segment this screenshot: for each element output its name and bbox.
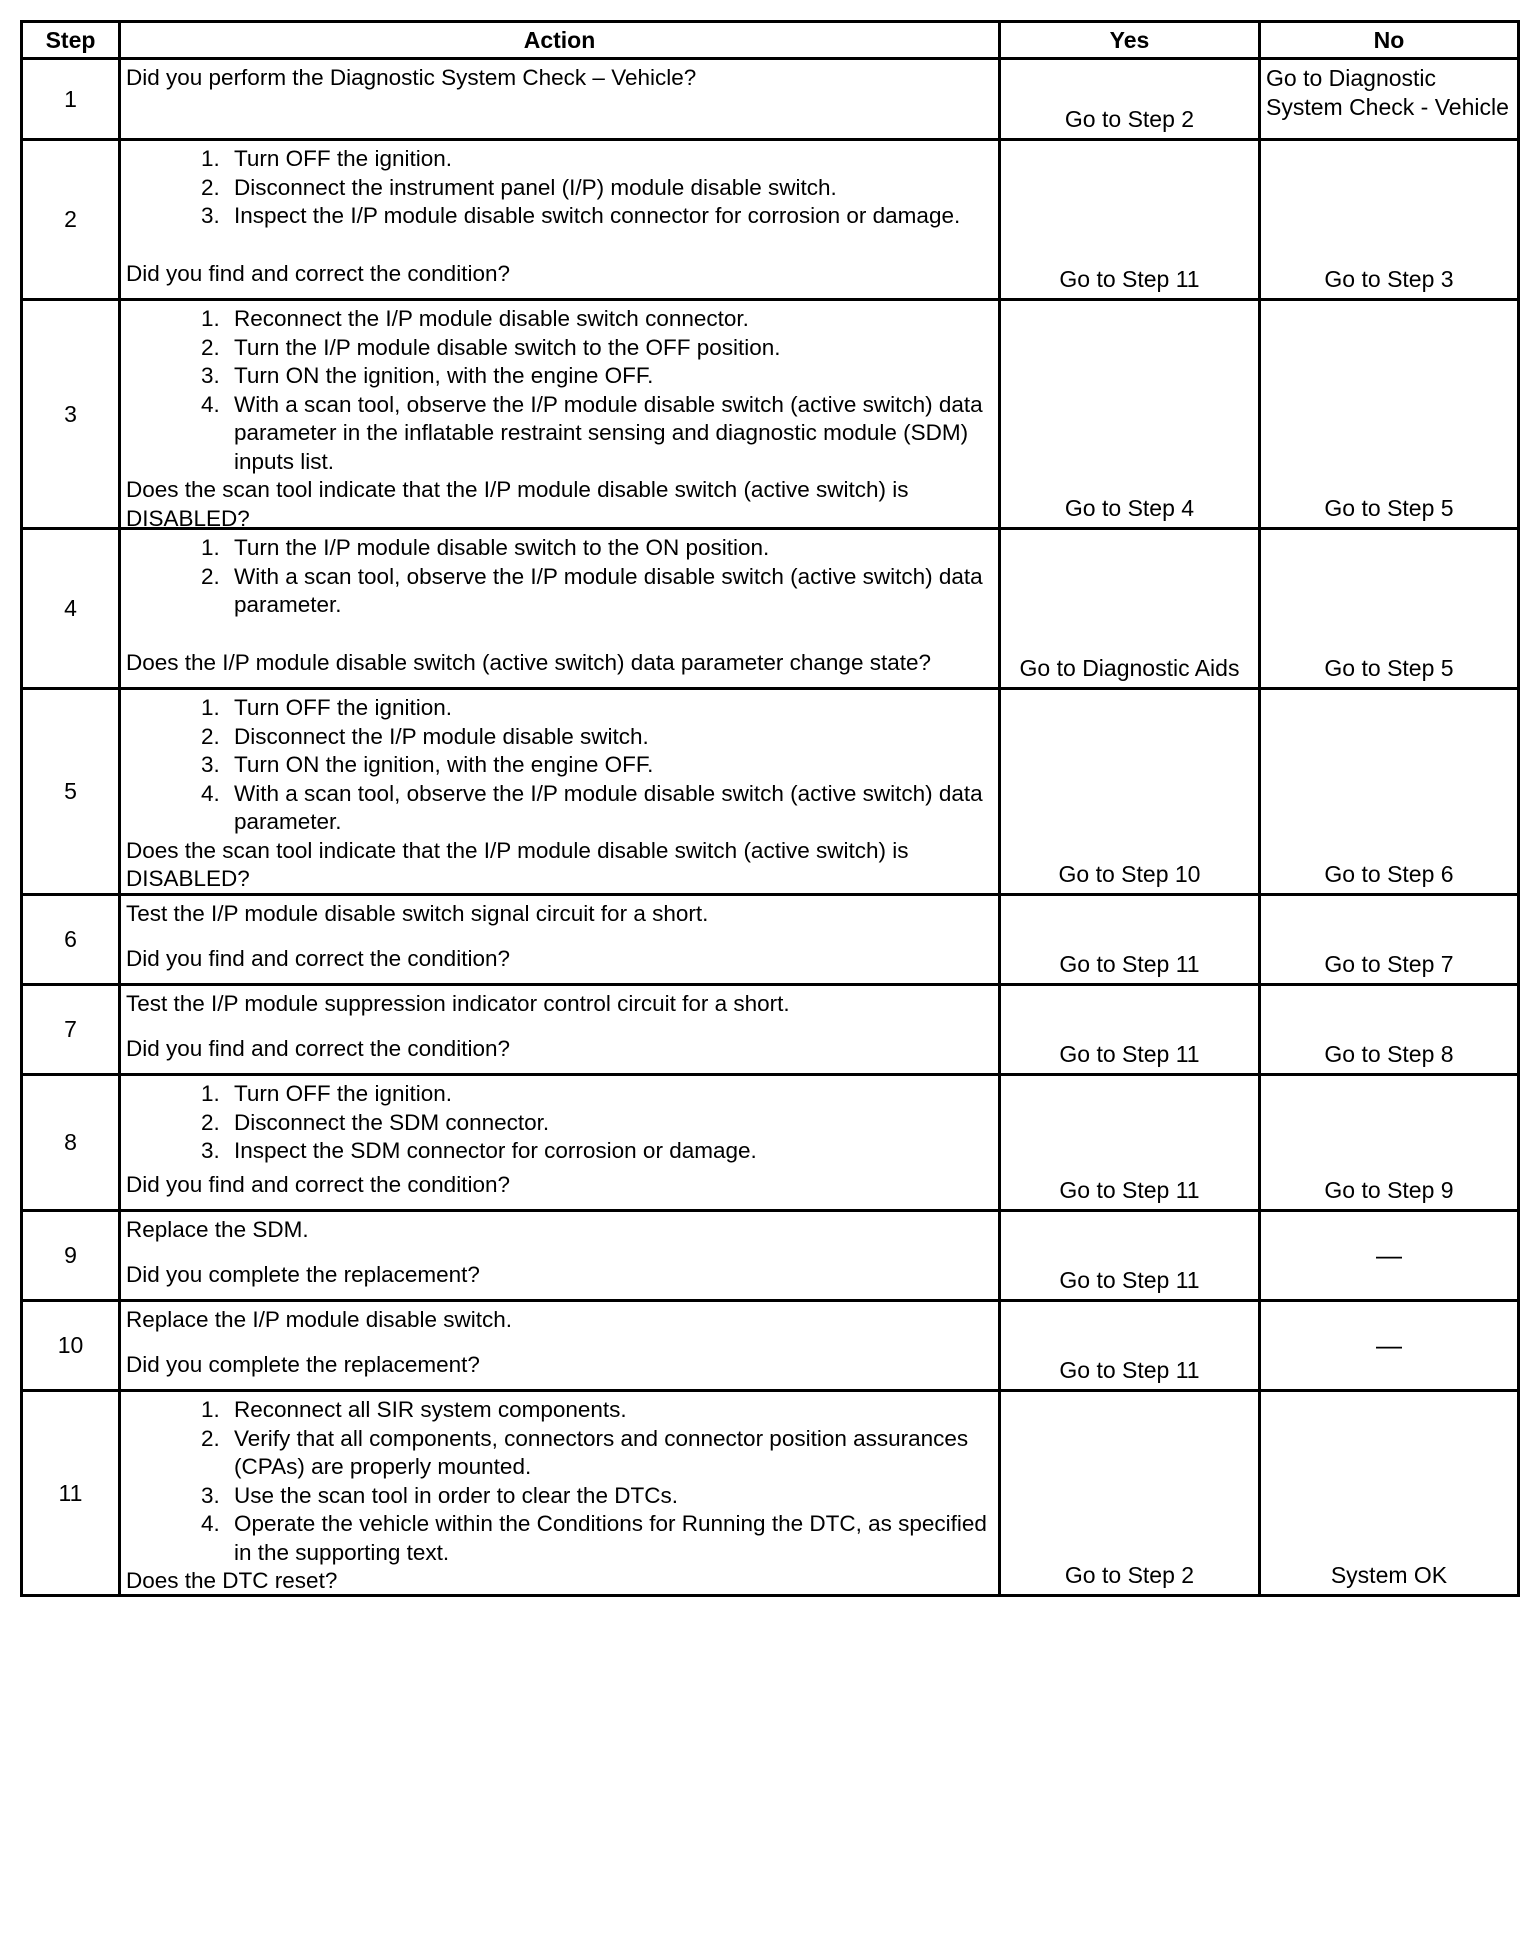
action-cell xyxy=(120,529,1000,689)
action-step-item: 3. Inspect the SDM connector for corrosion or damage. xyxy=(226,1137,992,1166)
yes-result: Go to Step 4 xyxy=(1000,300,1260,529)
step-number: 8 xyxy=(22,1075,120,1211)
action-step-item: 1. Turn OFF the ignition. xyxy=(226,145,992,174)
action-step-item: 2. Disconnect the SDM connector. xyxy=(226,1109,992,1138)
yes-result: Go to Step 2 xyxy=(1000,59,1260,140)
action-question: Did you find and correct the condition? xyxy=(126,1035,510,1061)
action-question: Did you find and correct the condition? xyxy=(126,945,510,971)
table-row xyxy=(22,1075,1519,1211)
action-step-item: 4. With a scan tool, observe the I/P module disable switch (active switch) data parameter in the inflatable restraint sensing and diagnostic module (SDM) inputs list. xyxy=(226,391,992,477)
action-step-item: 4. Operate the vehicle within the Conditions for Running the DTC, as specified in the supporting text. xyxy=(226,1510,992,1567)
action-instruction: Did you perform the Diagnostic System Check – Vehicle? xyxy=(126,65,697,90)
no-result: — xyxy=(1260,1211,1519,1301)
header-yes: Yes xyxy=(1000,22,1260,59)
action-steps-list xyxy=(126,534,992,620)
table-row xyxy=(22,689,1519,895)
table-row xyxy=(22,985,1519,1075)
action-question: Does the scan tool indicate that the I/P module disable switch (active switch) is DISABLED? xyxy=(126,837,909,891)
header-row xyxy=(22,22,1519,59)
action-cell xyxy=(120,59,1000,140)
table-row xyxy=(22,1211,1519,1301)
step-number: 4 xyxy=(22,529,120,689)
table-body xyxy=(22,59,1519,1596)
action-question: Does the scan tool indicate that the I/P module disable switch (active switch) is DISABLED? xyxy=(126,477,909,531)
yes-result: Go to Step 11 xyxy=(1000,895,1260,985)
yes-result: Go to Step 2 xyxy=(1000,1391,1260,1596)
table-row xyxy=(22,59,1519,140)
action-step-item: 1. Turn OFF the ignition. xyxy=(226,1080,992,1109)
action-step-item: 3. Turn ON the ignition, with the engine OFF. xyxy=(226,362,992,391)
action-cell xyxy=(120,140,1000,300)
no-result: Go to Step 9 xyxy=(1260,1075,1519,1211)
no-result: System OK xyxy=(1260,1391,1519,1596)
action-instruction: Test the I/P module disable switch signal circuit for a short. xyxy=(126,901,709,926)
action-question: Does the I/P module disable switch (active switch) data parameter change state? xyxy=(126,649,932,675)
step-number: 11 xyxy=(22,1391,120,1596)
no-result: Go to Diagnostic System Check - Vehicle xyxy=(1260,59,1519,140)
action-cell xyxy=(120,300,1000,529)
yes-result: Go to Step 11 xyxy=(1000,1301,1260,1391)
step-number: 3 xyxy=(22,300,120,529)
action-cell xyxy=(120,1211,1000,1301)
no-result: Go to Step 5 xyxy=(1260,529,1519,689)
no-result: Go to Step 6 xyxy=(1260,689,1519,895)
action-cell xyxy=(120,895,1000,985)
action-step-item: 1. Reconnect all SIR system components. xyxy=(226,1396,992,1425)
action-step-item: 2. Disconnect the I/P module disable switch. xyxy=(226,723,992,752)
action-cell xyxy=(120,1075,1000,1211)
action-steps-list xyxy=(126,1396,992,1567)
yes-result: Go to Step 11 xyxy=(1000,140,1260,300)
no-result: Go to Step 7 xyxy=(1260,895,1519,985)
action-instruction: Replace the I/P module disable switch. xyxy=(126,1307,513,1332)
action-cell xyxy=(120,689,1000,895)
step-number: 7 xyxy=(22,985,120,1075)
action-step-item: 1. Turn OFF the ignition. xyxy=(226,694,992,723)
action-question: Did you find and correct the condition? xyxy=(126,260,510,286)
yes-result: Go to Step 11 xyxy=(1000,1075,1260,1211)
header-action: Action xyxy=(120,22,1000,59)
diagnostic-table xyxy=(20,20,1520,1597)
action-step-item: 2. With a scan tool, observe the I/P module disable switch (active switch) data parameter. xyxy=(226,563,992,620)
action-step-item: 2. Verify that all components, connectors and connector position assurances (CPAs) are properly mounted. xyxy=(226,1425,992,1482)
table-row xyxy=(22,300,1519,529)
step-number: 5 xyxy=(22,689,120,895)
table-row xyxy=(22,895,1519,985)
action-step-item: 1. Turn the I/P module disable switch to the ON position. xyxy=(226,534,992,563)
action-steps-list xyxy=(126,1080,992,1166)
action-instruction: Replace the SDM. xyxy=(126,1217,309,1242)
step-number: 1 xyxy=(22,59,120,140)
action-cell xyxy=(120,1301,1000,1391)
action-step-item: 2. Disconnect the instrument panel (I/P) module disable switch. xyxy=(226,174,992,203)
action-cell xyxy=(120,985,1000,1075)
no-result: Go to Step 5 xyxy=(1260,300,1519,529)
header-step: Step xyxy=(22,22,120,59)
table-row xyxy=(22,529,1519,689)
no-result: Go to Step 3 xyxy=(1260,140,1519,300)
action-question: Does the DTC reset? xyxy=(126,1568,338,1593)
step-number: 10 xyxy=(22,1301,120,1391)
action-steps-list xyxy=(126,145,992,231)
action-step-item: 2. Turn the I/P module disable switch to the OFF position. xyxy=(226,334,992,363)
yes-result: Go to Step 11 xyxy=(1000,1211,1260,1301)
action-steps-list xyxy=(126,305,992,476)
action-question: Did you complete the replacement? xyxy=(126,1351,480,1377)
table-row xyxy=(22,140,1519,300)
yes-result: Go to Diagnostic Aids xyxy=(1000,529,1260,689)
step-number: 2 xyxy=(22,140,120,300)
action-cell xyxy=(120,1391,1000,1596)
action-question: Did you find and correct the condition? xyxy=(126,1171,510,1197)
no-result: Go to Step 8 xyxy=(1260,985,1519,1075)
action-steps-list xyxy=(126,694,992,837)
header-no: No xyxy=(1260,22,1519,59)
action-step-item: 4. With a scan tool, observe the I/P module disable switch (active switch) data parameter. xyxy=(226,780,992,837)
yes-result: Go to Step 11 xyxy=(1000,985,1260,1075)
action-instruction: Test the I/P module suppression indicator control circuit for a short. xyxy=(126,991,790,1016)
table-row xyxy=(22,1391,1519,1596)
action-step-item: 1. Reconnect the I/P module disable switch connector. xyxy=(226,305,992,334)
step-number: 9 xyxy=(22,1211,120,1301)
no-result: — xyxy=(1260,1301,1519,1391)
step-number: 6 xyxy=(22,895,120,985)
action-step-item: 3. Use the scan tool in order to clear the DTCs. xyxy=(226,1482,992,1511)
yes-result: Go to Step 10 xyxy=(1000,689,1260,895)
action-step-item: 3. Turn ON the ignition, with the engine OFF. xyxy=(226,751,992,780)
table-row xyxy=(22,1301,1519,1391)
action-step-item: 3. Inspect the I/P module disable switch connector for corrosion or damage. xyxy=(226,202,992,231)
action-question: Did you complete the replacement? xyxy=(126,1261,480,1287)
